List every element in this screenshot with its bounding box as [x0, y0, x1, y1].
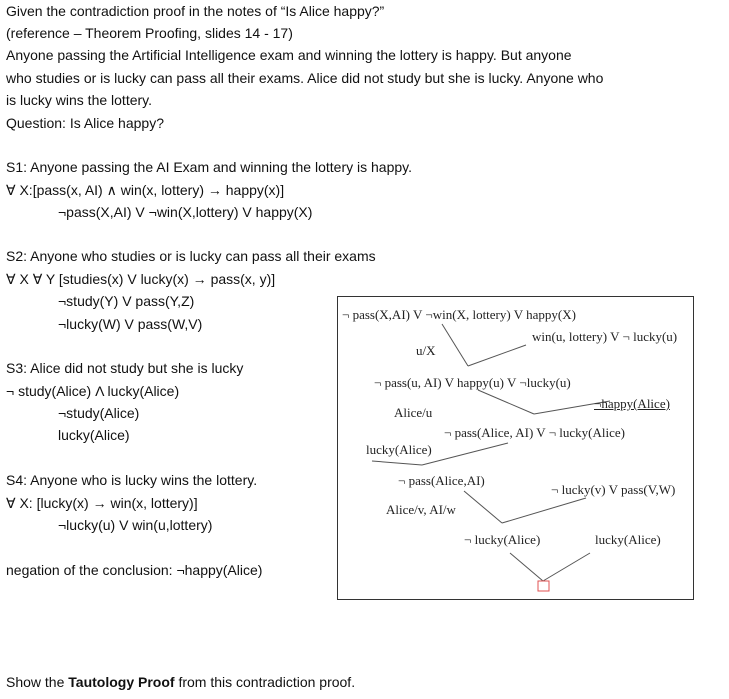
- empty-clause-box: [538, 581, 549, 591]
- intro-line-4: who studies or is lucky can pass all their exams. Alice did not study but she is lucky. Anyone who: [6, 70, 604, 86]
- intro-line-3: Anyone passing the Artificial Intelligence exam and winning the lottery is happy. But anyone: [6, 47, 572, 63]
- edge-n2-r1: [468, 345, 526, 366]
- s2-title: S2: Anyone who studies or is lucky can pass all their exams: [6, 248, 376, 264]
- intro-line-5: is lucky wins the lottery.: [6, 92, 153, 108]
- instruction-line: [6, 674, 355, 691]
- tree-node-s1-clause: ¬ pass(X,AI) V ¬win(X, lottery) V happy(X): [342, 307, 576, 322]
- instruction-bold: Tautology Proof: [68, 674, 175, 690]
- s1-clause: ¬pass(X,AI) V ¬win(X,lottery) V happy(X): [58, 204, 313, 220]
- negation-line: negation of the conclusion: ¬happy(Alice): [6, 562, 263, 578]
- instruction-prefix: Show the: [6, 674, 69, 690]
- tree-node-resolvent-1: ¬ pass(u, AI) V happy(u) V ¬lucky(u): [374, 375, 571, 390]
- s2-clause-2: ¬lucky(W) V pass(W,V): [58, 316, 203, 332]
- tree-node-s2-clause: ¬ lucky(v) V pass(V,W): [551, 482, 676, 497]
- question-line: Question: Is Alice happy?: [6, 115, 164, 131]
- edge-n8-r4: [502, 498, 586, 523]
- edge-n7-r4: [464, 491, 502, 523]
- s2-clause-1: ¬study(Y) V pass(Y,Z): [58, 293, 195, 309]
- s1-formula: ∀ X:[pass(x, AI) ∧ win(x, lottery) → happy(x)]: [6, 182, 285, 198]
- tree-node-resolvent-3: ¬ pass(Alice,AI): [398, 473, 485, 488]
- s3-formula: ¬ study(Alice) Λ lucky(Alice): [6, 383, 180, 399]
- tree-node-resolvent-2: ¬ pass(Alice, AI) V ¬ lucky(Alice): [444, 425, 625, 440]
- instruction-suffix: from this contradiction proof.: [174, 674, 356, 690]
- intro-line-2: (reference – Theorem Proofing, slides 14 - 17): [6, 25, 293, 41]
- s4-formula: ∀ X: [lucky(x) → win(x, lottery)]: [6, 495, 198, 511]
- intro-line-1: Given the contradiction proof in the notes of “Is Alice happy?”: [6, 3, 385, 19]
- edge-n1-r1: [442, 324, 468, 366]
- s4-title: S4: Anyone who is lucky wins the lottery.: [6, 472, 258, 488]
- tree-node-resolvent-4: ¬ lucky(Alice): [464, 532, 541, 547]
- s3-clause-1: ¬study(Alice): [58, 405, 140, 421]
- tree-subst-1: u/X: [416, 343, 436, 358]
- s3-clause-2: lucky(Alice): [58, 427, 130, 443]
- s2-formula: ∀ X ∀ Y [studies(x) V lucky(x) → pass(x, y)]: [6, 271, 276, 287]
- tree-node-negated-goal: ¬happy(Alice): [594, 396, 670, 411]
- s4-clause: ¬lucky(u) V win(u,lottery): [58, 517, 213, 533]
- edge-n6-r3: [372, 461, 422, 465]
- tree-node-s4-clause: win(u, lottery) V ¬ lucky(u): [532, 329, 678, 344]
- tree-subst-2: Alice/u: [394, 405, 433, 420]
- edge-n9-empty: [510, 553, 543, 581]
- resolution-proof-tree: [337, 296, 694, 600]
- tree-node-lucky-alice: lucky(Alice): [366, 442, 432, 457]
- tree-node-lucky-alice-2: lucky(Alice): [595, 532, 661, 547]
- tree-subst-3: Alice/v, AI/w: [386, 502, 456, 517]
- edge-n5-r3: [422, 443, 508, 465]
- s3-title: S3: Alice did not study but she is lucky: [6, 360, 244, 376]
- s1-title: S1: Anyone passing the AI Exam and winning the lottery is happy.: [6, 159, 412, 175]
- edge-n10-empty: [543, 553, 590, 581]
- edge-n3-r2: [478, 390, 534, 414]
